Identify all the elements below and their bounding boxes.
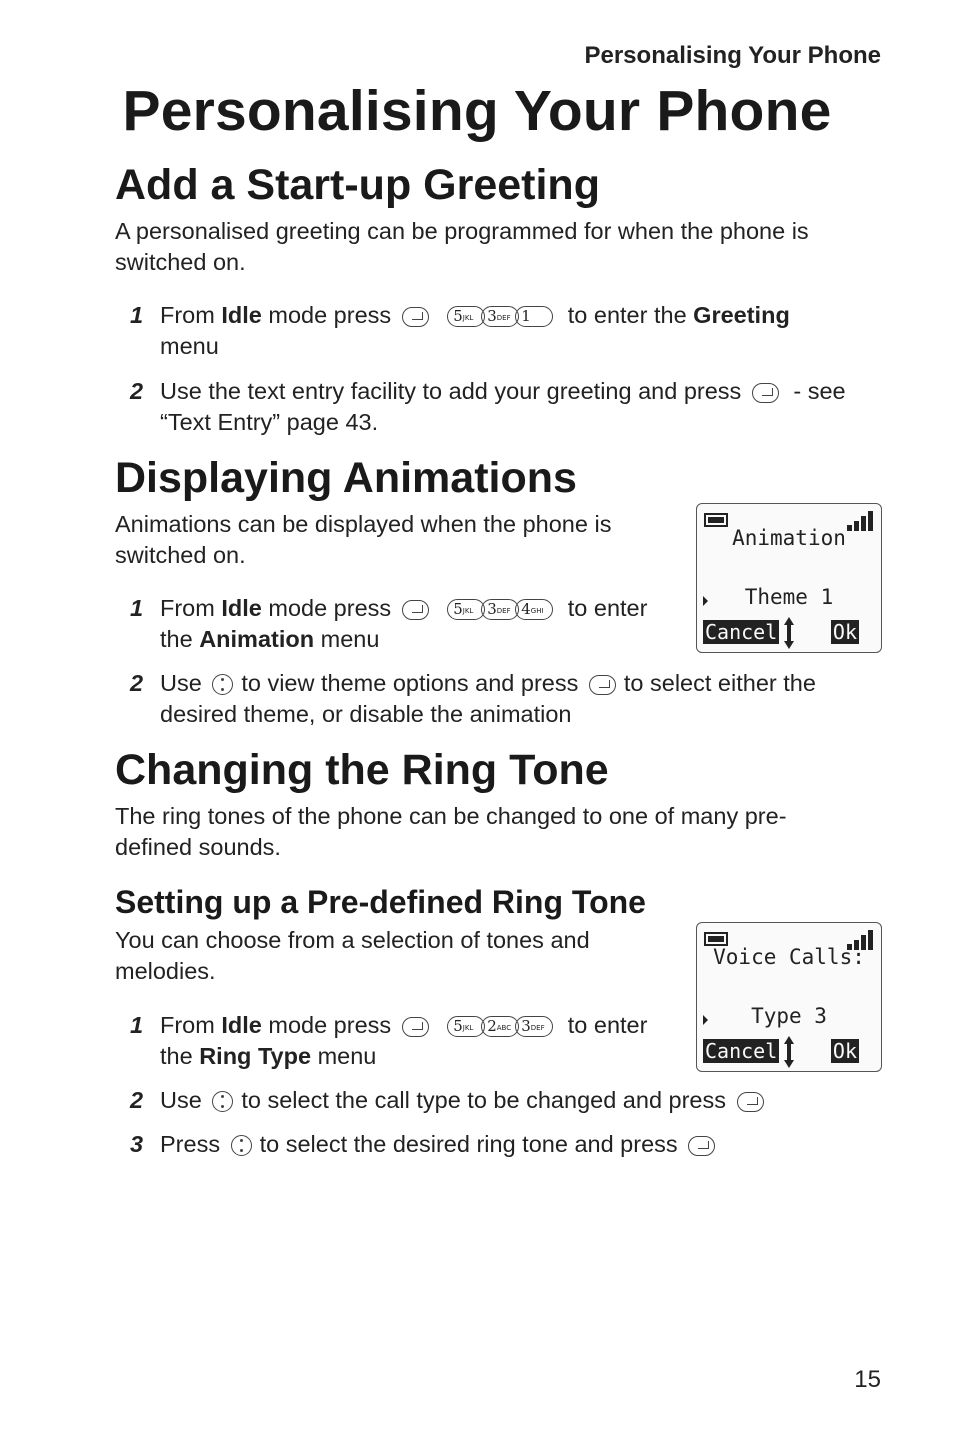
- step-text: - see “Text Entry” page 43.: [160, 378, 846, 435]
- step-text: Use: [160, 1087, 202, 1113]
- step-text: to enter the: [567, 302, 694, 328]
- idle-label: Idle: [221, 595, 262, 621]
- lcd-cancel-softkey: Cancel: [705, 1039, 778, 1063]
- battery-icon: [704, 932, 728, 946]
- step-text: From: [160, 1012, 222, 1038]
- lcd-line-2: Type 3: [751, 1004, 827, 1028]
- step-text: Press: [160, 1131, 221, 1157]
- step-number: 1: [130, 302, 144, 328]
- softkey-icon: [688, 1136, 715, 1156]
- greeting-step-1: [130, 300, 850, 362]
- step-text: to select the desired ring tone and press: [259, 1131, 678, 1157]
- ringtone-intro: The ring tones of the phone can be changed to one of many pre-defined sounds.: [115, 803, 787, 860]
- battery-icon: [704, 513, 728, 527]
- running-header: Personalising Your Phone: [584, 42, 881, 69]
- key-1-icon: 1: [515, 306, 553, 327]
- key-3-icon: 3DEF: [481, 306, 519, 327]
- ringtone-sub-intro: You can choose from a selection of tones and melodies.: [115, 927, 590, 984]
- step-text: menu: [160, 333, 219, 359]
- step-text: to select the call type to be changed and press: [241, 1087, 727, 1113]
- idle-label: Idle: [221, 1012, 262, 1038]
- step-text: mode press: [261, 1012, 392, 1038]
- step-number: 3: [130, 1131, 144, 1157]
- step-number: 2: [130, 378, 144, 404]
- softkey-icon: [402, 600, 429, 620]
- greeting-intro: A personalised greeting can be programmed for when the phone is switched on.: [115, 218, 809, 275]
- ringtone-step-1: [130, 1010, 650, 1072]
- up-down-arrows-icon: [783, 1036, 795, 1068]
- greeting-menu-label: Greeting: [693, 302, 790, 328]
- heading-start-up-greeting: Add a Start-up Greeting: [115, 161, 600, 209]
- animations-step-1: [130, 593, 650, 655]
- step-number: 1: [130, 595, 144, 621]
- step-text: menu: [314, 626, 380, 652]
- nav-key-icon: [231, 1135, 252, 1156]
- lcd-line-2: Theme 1: [744, 585, 834, 609]
- key-5-icon: 5JKL: [447, 1016, 485, 1037]
- lcd-line-1: Animation: [732, 526, 846, 550]
- step-number: 1: [130, 1012, 144, 1038]
- animations-intro: Animations can be displayed when the phone is switched on.: [115, 511, 612, 568]
- step-text: to enter the: [160, 595, 648, 652]
- nav-key-icon: [212, 674, 233, 695]
- lcd-ok-softkey: Ok: [832, 1039, 857, 1063]
- heading-changing-ring-tone: Changing the Ring Tone: [115, 746, 609, 794]
- nav-key-icon: [212, 1091, 233, 1112]
- step-text: to enter the: [160, 1012, 648, 1069]
- softkey-icon: [737, 1092, 764, 1112]
- step-text: From: [160, 302, 222, 328]
- softkey-icon: [402, 307, 429, 327]
- ringtone-step-3: [130, 1129, 875, 1160]
- softkey-icon: [402, 1017, 429, 1037]
- ringtone-step-2: [130, 1085, 875, 1116]
- key-2-icon: 2ABC: [481, 1016, 519, 1037]
- key-4-icon: 4GHI: [515, 599, 553, 620]
- step-text: to select either the desired theme, or disable the animation: [160, 670, 816, 727]
- animation-menu-label: Animation: [199, 626, 315, 652]
- step-number: 2: [130, 1087, 144, 1113]
- step-text: Use: [160, 670, 202, 696]
- key-3-icon: 3DEF: [481, 599, 519, 620]
- greeting-step-2: [130, 376, 850, 438]
- lcd-line-1: Voice Calls:: [713, 945, 865, 969]
- lcd-animation-screen: [696, 503, 882, 653]
- heading-displaying-animations: Displaying Animations: [115, 454, 577, 502]
- ring-type-menu-label: Ring Type: [199, 1043, 312, 1069]
- softkey-icon: [589, 675, 616, 695]
- step-number: 2: [130, 670, 144, 696]
- subheading-predefined-ring-tone: Setting up a Pre-defined Ring Tone: [115, 884, 646, 920]
- step-text: mode press: [261, 302, 392, 328]
- step-text: to view theme options and press: [241, 670, 579, 696]
- step-text: From: [160, 595, 222, 621]
- animations-step-2: [130, 668, 875, 730]
- lcd-voice-calls-screen: [696, 922, 882, 1072]
- key-5-icon: 5JKL: [447, 306, 485, 327]
- idle-label: Idle: [221, 302, 262, 328]
- lcd-cancel-softkey: Cancel: [705, 620, 778, 644]
- step-text: menu: [311, 1043, 377, 1069]
- step-text: Use the text entry facility to add your greeting and press: [160, 378, 742, 404]
- up-down-arrows-icon: [783, 617, 795, 649]
- key-5-icon: 5JKL: [447, 599, 485, 620]
- lcd-ok-softkey: Ok: [832, 620, 857, 644]
- softkey-icon: [752, 383, 779, 403]
- key-3-icon: 3DEF: [515, 1016, 553, 1037]
- step-text: mode press: [261, 595, 392, 621]
- page-number: 15: [854, 1366, 881, 1393]
- page-title: Personalising Your Phone: [122, 79, 832, 143]
